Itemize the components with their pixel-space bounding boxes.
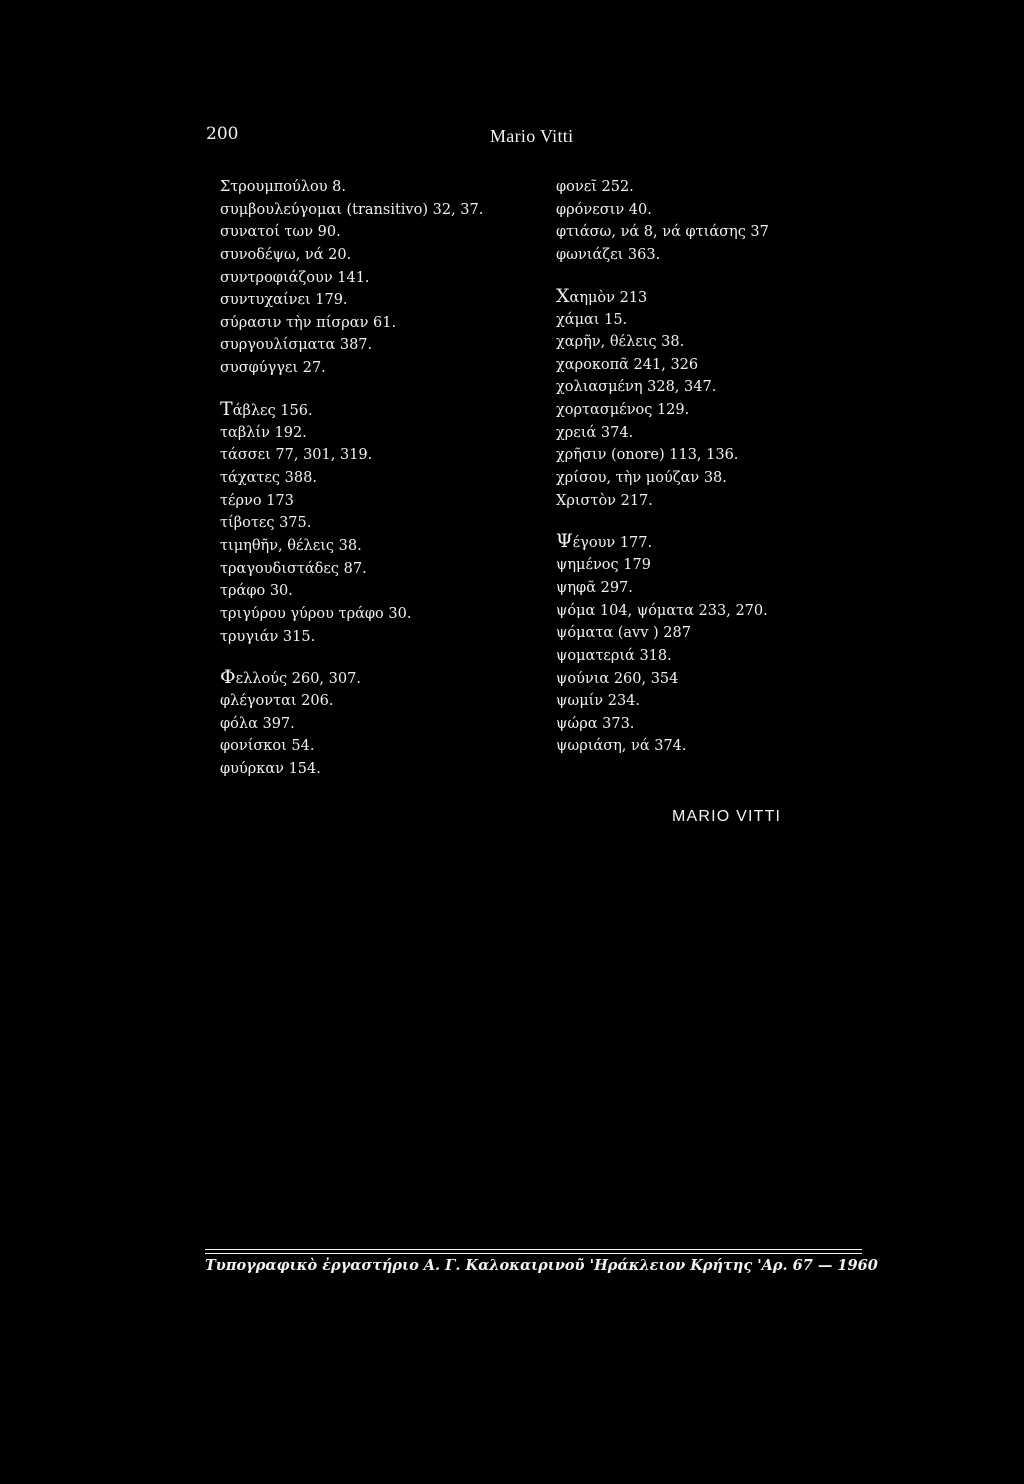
running-head: Mario Vitti — [490, 126, 574, 146]
index-entry: φόλα 397. — [220, 715, 295, 732]
index-entry: ψόμα 104, ψόματα 233, 270. — [556, 602, 768, 619]
index-entry: συντυχαίνει 179. — [220, 292, 348, 309]
index-entry: τάχατες 388. — [220, 470, 317, 487]
index-entry: φτιάσω, νά 8, νά φτιάσης 37 — [556, 224, 769, 241]
index-entry: χαρῆν, θέλεις 38. — [556, 334, 685, 351]
section-gap — [556, 267, 846, 283]
index-entry: χρίσου, τὴν μούζαν 38. — [556, 470, 727, 487]
index-entry: ψωριάση, νά 374. — [556, 738, 687, 755]
index-entry: τραγουδιστάδες 87. — [220, 560, 367, 577]
index-entry: φυύρκαν 154. — [220, 761, 321, 778]
index-entry: ψοματεριά 318. — [556, 647, 672, 664]
section-gap — [556, 512, 846, 528]
index-entry: τιμηθῆν, θέλεις 38. — [220, 537, 362, 554]
page-number: 200 — [206, 124, 239, 144]
index-entry: χρῆσιν (onore) 113, 136. — [556, 447, 739, 464]
index-entry: τίβοτες 375. — [220, 515, 312, 532]
index-entry: συσφύγγει 27. — [220, 360, 326, 377]
index-entry: Χαημὸν 213 — [556, 284, 648, 307]
section-gap — [220, 648, 520, 664]
index-entry: χάμαι 15. — [556, 311, 628, 328]
colophon-rule-top — [205, 1249, 862, 1250]
index-entry: συνατοί των 90. — [220, 224, 341, 241]
index-entry: ψηφᾶ 297. — [556, 579, 633, 596]
index-entry: ταβλίν 192. — [220, 424, 307, 441]
index-entry: χορτασμένος 129. — [556, 402, 690, 419]
index-entry: Φελλούς 260, 307. — [220, 666, 361, 689]
index-entry: Ψέγουν 177. — [556, 530, 653, 553]
index-entry: σύρασιν τὴν πίσραν 61. — [220, 314, 397, 331]
author-signature: MARIO VITTI — [672, 808, 782, 825]
index-entry: φωνιάζει 363. — [556, 246, 661, 263]
index-entry: ψωμίν 234. — [556, 693, 641, 710]
index-entry: ψώρα 373. — [556, 715, 635, 732]
index-entry: συργουλίσματα 387. — [220, 337, 373, 354]
index-entry: Τάβλες 156. — [220, 397, 313, 420]
index-entry: φρόνεσιν 40. — [556, 201, 652, 218]
index-entry: Χριστὸν 217. — [556, 492, 653, 509]
index-entry: τέρνο 173 — [220, 492, 294, 509]
colophon-rule-bottom — [205, 1253, 862, 1254]
index-entry: ψόματα (avv ) 287 — [556, 625, 691, 642]
index-entry: χαροκοπᾶ 241, 326 — [556, 356, 699, 373]
index-entry: φονίσκοι 54. — [220, 738, 315, 755]
index-entry: τράφο 30. — [220, 583, 293, 600]
index-entry: συντροφιάζουν 141. — [220, 269, 370, 286]
index-entry: φλέγονται 206. — [220, 693, 334, 710]
index-entry: τριγύρου γύρου τράφο 30. — [220, 605, 412, 622]
index-entry: τάσσει 77, 301, 319. — [220, 447, 373, 464]
section-gap — [220, 380, 520, 396]
index-entry: συνοδέψω, νά 20. — [220, 246, 352, 263]
index-entry: χρειά 374. — [556, 424, 634, 441]
index-entry: τρυγιάν 315. — [220, 628, 316, 645]
index-entry: φονεῖ 252. — [556, 179, 634, 195]
index-entry: χολιασμένη 328, 347. — [556, 379, 717, 396]
index-entry: συμβουλεύγομαι (transitivo) 32, 37. — [220, 201, 484, 218]
index-entry: Στρουμπούλου 8. — [220, 179, 347, 195]
index-column-right — [556, 176, 846, 758]
index-entry: ψούνια 260, 354 — [556, 670, 679, 687]
index-entry: ψημένος 179 — [556, 557, 651, 574]
printer-colophon: Τυπογραφικὸ ἐργαστήριο Α. Γ. Καλοκαιρινοῦ 'Ηράκλειον Κρήτης 'Αρ. 67 — 1960 — [205, 1257, 878, 1274]
index-column-left — [220, 176, 520, 781]
